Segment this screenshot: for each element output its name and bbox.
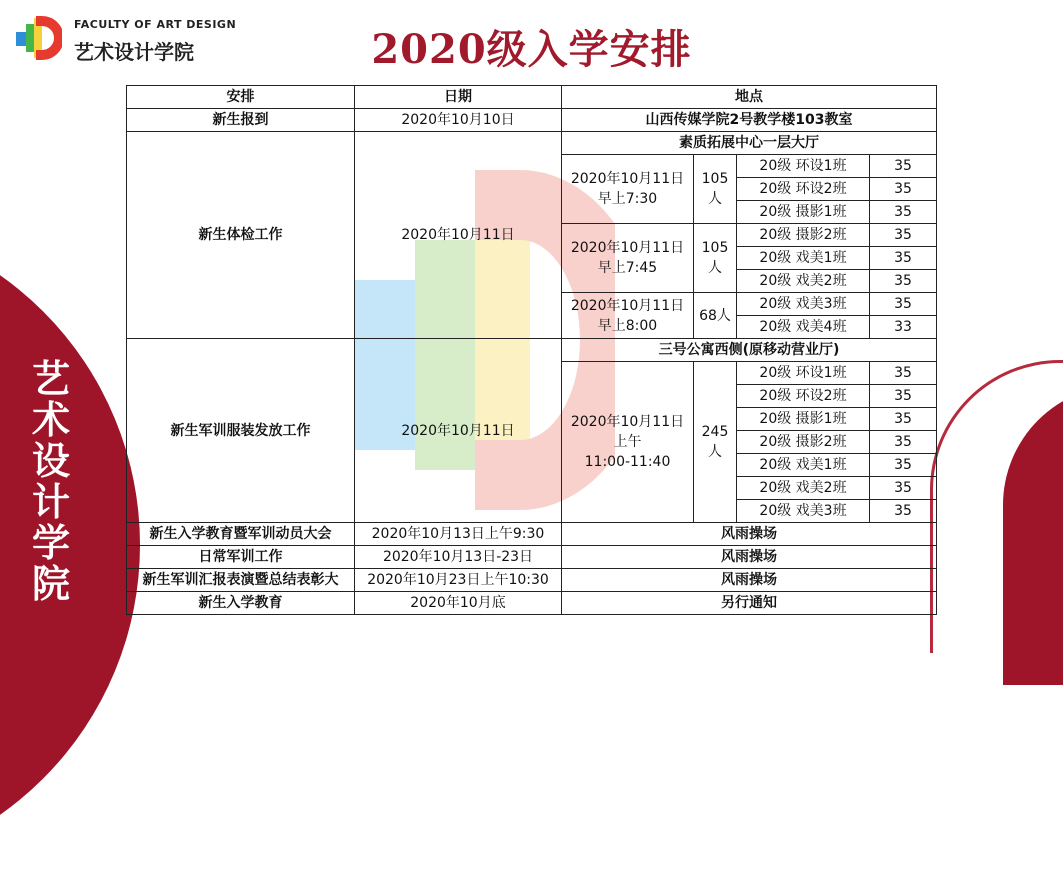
session-time: 11:00-11:40 xyxy=(584,454,671,470)
class-name-cell: 20级 戏美1班 xyxy=(737,454,870,477)
class-count-cell: 35 xyxy=(870,201,937,224)
side-title-char: 学 xyxy=(31,520,70,565)
class-count-cell: 35 xyxy=(870,385,937,408)
session-count-cell xyxy=(694,224,737,293)
logo-chinese-name: 艺术设计学院 xyxy=(74,40,194,64)
class-name-cell: 20级 摄影1班 xyxy=(737,201,870,224)
table-row xyxy=(127,132,937,155)
item-cell: 新生报到 xyxy=(127,109,355,132)
side-title-char: 设 xyxy=(31,438,70,483)
class-name-cell: 20级 环设2班 xyxy=(737,385,870,408)
table-row xyxy=(127,523,937,546)
class-count-cell: 35 xyxy=(870,224,937,247)
logo-english-name: FACULTY OF ART DESIGN xyxy=(74,18,237,31)
item-cell: 新生入学教育 xyxy=(127,592,355,615)
date-cell: 2020年10月13日-23日 xyxy=(355,546,562,569)
class-name-cell: 20级 摄影1班 xyxy=(737,408,870,431)
session-time: 早上7:45 xyxy=(597,260,658,276)
session-count-unit: 人 xyxy=(708,260,722,276)
session-time-cell xyxy=(562,293,694,339)
session-time-cell xyxy=(562,224,694,293)
class-name-cell: 20级 环设1班 xyxy=(737,362,870,385)
session-count-cell xyxy=(694,293,737,339)
class-count-cell: 35 xyxy=(870,454,937,477)
item-cell: 新生军训汇报表演暨总结表彰大 xyxy=(127,569,355,592)
class-count-cell: 35 xyxy=(870,155,937,178)
class-name-cell: 20级 戏美4班 xyxy=(737,316,870,339)
table-row xyxy=(127,569,937,592)
table-row xyxy=(127,109,937,132)
class-count-cell: 35 xyxy=(870,408,937,431)
schedule-table xyxy=(126,85,937,615)
session-count: 68人 xyxy=(699,307,731,324)
session-count: 245 xyxy=(701,424,729,440)
session-count-cell xyxy=(694,362,737,523)
session-count: 105 xyxy=(701,240,729,256)
page-title: 2020级入学安排 xyxy=(371,26,692,73)
class-count-cell: 33 xyxy=(870,316,937,339)
class-name-cell: 20级 戏美3班 xyxy=(737,500,870,523)
session-count-cell xyxy=(694,155,737,224)
class-name-cell: 20级 环设2班 xyxy=(737,178,870,201)
header-arrangement: 安排 xyxy=(127,86,355,109)
side-title-char: 计 xyxy=(31,479,70,524)
side-title-char: 院 xyxy=(31,561,70,606)
session-date: 2020年10月11日 xyxy=(570,297,685,314)
session-time: 早上8:00 xyxy=(597,317,658,334)
session-date: 2020年10月11日 xyxy=(570,171,685,187)
header-location: 地点 xyxy=(562,86,937,109)
venue-cell: 素质拓展中心一层大厅 xyxy=(562,132,937,155)
table-header-row xyxy=(127,86,937,109)
class-name-cell: 20级 环设1班 xyxy=(737,155,870,178)
class-count-cell: 35 xyxy=(870,178,937,201)
session-count: 105 xyxy=(701,171,729,187)
class-count-cell: 35 xyxy=(870,500,937,523)
date-cell: 2020年10月10日 xyxy=(355,109,562,132)
side-title-char: 术 xyxy=(31,397,70,442)
item-cell: 新生体检工作 xyxy=(127,132,355,339)
class-count-cell: 35 xyxy=(870,477,937,500)
class-name-cell: 20级 戏美2班 xyxy=(737,270,870,293)
session-date: 2020年10月11日 xyxy=(570,414,685,430)
table-row xyxy=(127,592,937,615)
class-name-cell: 20级 戏美2班 xyxy=(737,477,870,500)
class-count-cell: 35 xyxy=(870,431,937,454)
date-cell: 2020年10月11日 xyxy=(355,132,562,339)
class-count-cell: 35 xyxy=(870,362,937,385)
session-time-cell xyxy=(562,362,694,523)
class-name-cell: 20级 戏美1班 xyxy=(737,247,870,270)
location-cell: 风雨操场 xyxy=(562,523,937,546)
location-cell: 风雨操场 xyxy=(562,569,937,592)
date-cell: 2020年10月底 xyxy=(355,592,562,615)
header-date: 日期 xyxy=(355,86,562,109)
session-date: 2020年10月11日 xyxy=(570,240,685,256)
class-count-cell: 35 xyxy=(870,293,937,316)
location-cell: 山西传媒学院2号教学楼103教室 xyxy=(562,109,937,132)
date-cell: 2020年10月23日上午10:30 xyxy=(355,569,562,592)
item-cell: 日常军训工作 xyxy=(127,546,355,569)
date-cell: 2020年10月11日 xyxy=(355,339,562,523)
class-count-cell: 35 xyxy=(870,270,937,293)
location-cell: 另行通知 xyxy=(562,592,937,615)
table-row xyxy=(127,339,937,362)
item-cell: 新生军训服装发放工作 xyxy=(127,339,355,523)
class-count-cell: 35 xyxy=(870,247,937,270)
session-count-unit: 人 xyxy=(708,444,722,460)
session-period: 上午 xyxy=(613,434,642,450)
table-row xyxy=(127,546,937,569)
side-title-char: 艺 xyxy=(31,356,70,401)
class-name-cell: 20级 摄影2班 xyxy=(737,431,870,454)
venue-cell: 三号公寓西侧(原移动营业厅) xyxy=(562,339,937,362)
session-time: 早上7:30 xyxy=(597,191,658,207)
session-count-unit: 人 xyxy=(708,191,722,207)
date-cell: 2020年10月13日上午9:30 xyxy=(355,523,562,546)
session-time-cell xyxy=(562,155,694,224)
location-cell: 风雨操场 xyxy=(562,546,937,569)
class-name-cell: 20级 摄影2班 xyxy=(737,224,870,247)
item-cell: 新生入学教育暨军训动员大会 xyxy=(127,523,355,546)
side-vertical-title xyxy=(26,358,76,604)
class-name-cell: 20级 戏美3班 xyxy=(737,293,870,316)
